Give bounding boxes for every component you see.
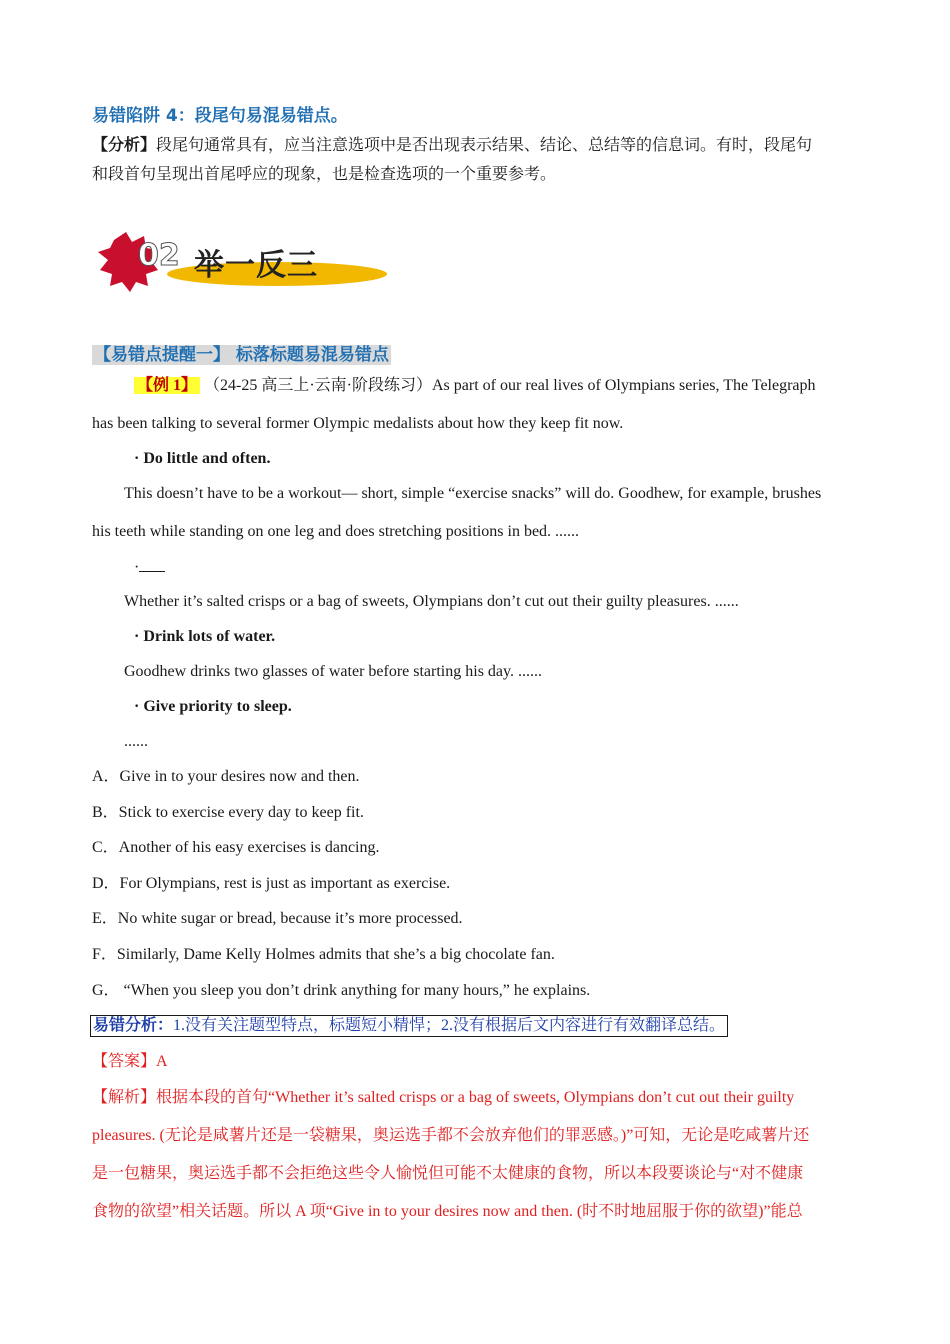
explanation-line3: 是一包糖果，奥运选手都不会拒绝这些令人愉悦但可能不太健康的食物，所以本段要谈论与“对不健康 (92, 1165, 804, 1182)
error-analysis-text: 1.没有关注题型特点，标题短小精悍；2.没有根据后文内容进行有效翻译总结。 (173, 1017, 726, 1034)
reminder-heading (92, 340, 391, 365)
reminder-title: 【易错点提醒一】 标落标题易混易错点 (94, 345, 389, 365)
example-intro-line2: has been talking to several former Olympic medalists about how they keep fit now. (92, 415, 624, 432)
error-analysis-label: 易错分析： (93, 1017, 174, 1034)
explanation-line2: pleasures. (无论是咸薯片还是一袋糖果，奥运选手都不会放弃他们的罪恶感。)”可知，无论是吃咸薯片还 (92, 1127, 810, 1144)
banner-title: 举一反三 (194, 248, 318, 283)
answer-value: A (156, 1053, 168, 1070)
option-a: A．Give in to your desires now and then. (92, 768, 360, 785)
passage-blank-heading (134, 557, 165, 578)
passage-heading-1: · Do little and often. (134, 450, 271, 467)
option-e: E．No white sugar or bread, because it’s more processed. (92, 910, 463, 927)
option-c: C．Another of his easy exercises is dancing. (92, 839, 380, 856)
example-tag: 【例 1】 (134, 377, 200, 394)
explanation-line4: 食物的欲望”相关话题。所以 A 项“Give in to your desires now and then. (时不时地屈服于你的欲望)”能总 (92, 1203, 803, 1220)
passage-para4: ...... (124, 733, 148, 750)
explanation-text-1: 根据本段的首句“Whether it’s salted crisps or a bag of sweets, Olympians don’t cut out their guilty (156, 1089, 795, 1106)
trap4-analysis-line2: 和段首句呈现出首尾呼应的现象，也是检查选项的一个重要参考。 (92, 166, 557, 183)
option-b: B．Stick to exercise every day to keep fit. (92, 804, 364, 821)
trap4-analysis-line1 (92, 136, 812, 156)
passage-heading-3: · Drink lots of water. (134, 628, 276, 645)
option-g: G． “When you sleep you don’t drink anything for many hours,” he explains. (92, 982, 591, 999)
analysis-label: 【分析】 (92, 137, 157, 154)
option-d: D．For Olympians, rest is just as important as exercise. (92, 875, 451, 892)
example-source-text: （24-25 高三上·云南·阶段练习）As part of our real lives of Olympians series, The Telegraph (204, 377, 816, 394)
answer-line (92, 1052, 168, 1072)
option-f: F．Similarly, Dame Kelly Holmes admits that she’s a big chocolate fan. (92, 946, 555, 963)
answer-label: 【答案】 (92, 1053, 157, 1070)
passage-para1-line1: This doesn’t have to be a workout— short, simple “exercise snacks” will do. Goodhew, for example, brushes (124, 485, 822, 502)
blank-bullet: · (134, 559, 140, 576)
example-intro-line1 (134, 376, 816, 396)
error-analysis-box (90, 1015, 728, 1037)
analysis-text-1: 段尾句通常具有，应当注意选项中是否出现表示结果、结论、总结等的信息词。有时，段尾句 (156, 137, 813, 154)
passage-para2: Whether it’s salted crisps or a bag of sweets, Olympians don’t cut out their guilty pleasures. ...... (124, 593, 739, 610)
blank-line (139, 557, 165, 572)
banner-number: 02 (138, 238, 180, 273)
passage-para1-line2: his teeth while standing on one leg and does stretching positions in bed. ...... (92, 523, 580, 540)
passage-para3: Goodhew drinks two glasses of water before starting his day. ...... (124, 663, 542, 680)
trap4-title: 易错陷阱 4：段尾句易混易错点。 (92, 106, 348, 126)
passage-heading-4: · Give priority to sleep. (134, 698, 292, 715)
explanation-line1 (92, 1088, 794, 1108)
explanation-label: 【解析】 (92, 1089, 157, 1106)
